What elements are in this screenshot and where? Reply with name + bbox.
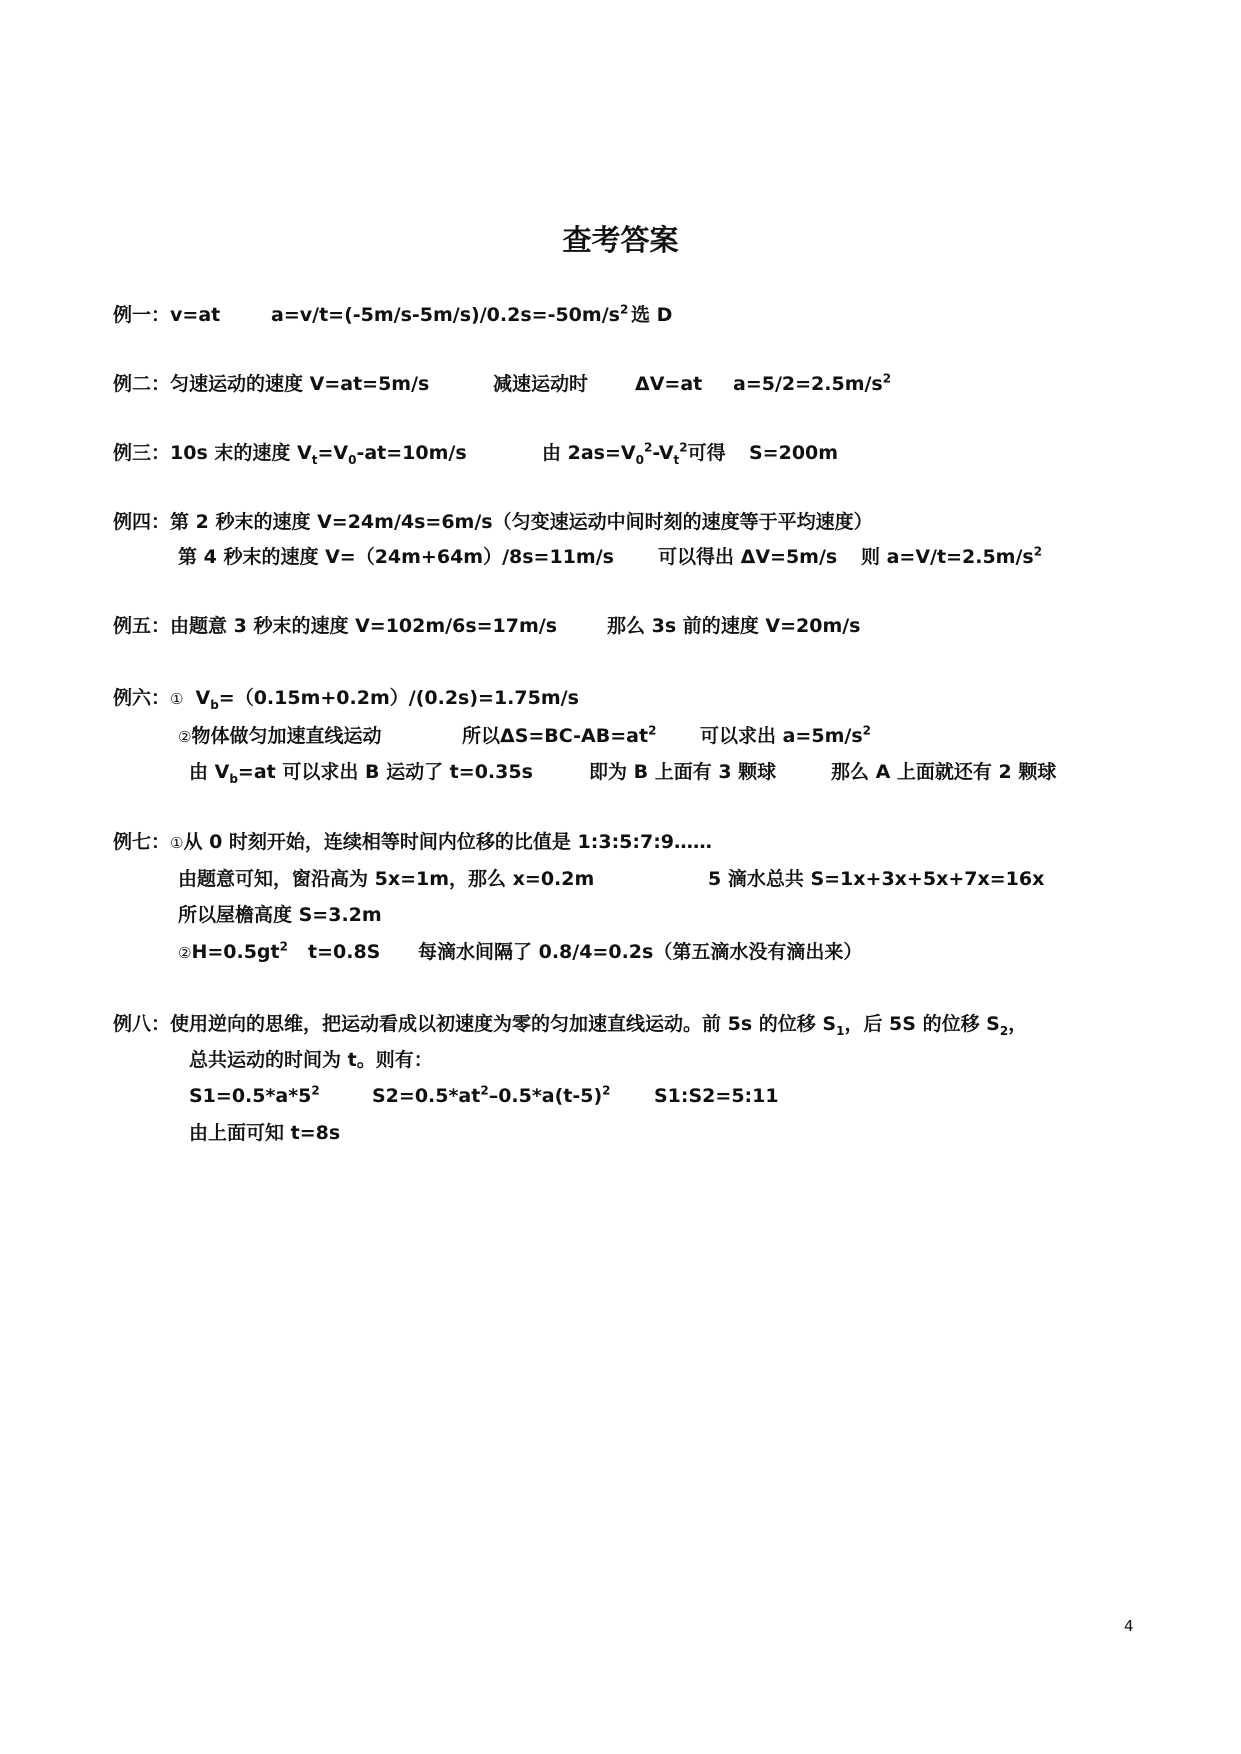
circled-one-mark: ①: [170, 690, 184, 708]
example-6-line-1: [113, 686, 579, 711]
example-6-text-1: $V_b=(0.15m+0.2m)/(0.2s)=1.75m/s$: [195, 687, 579, 712]
example-2-text-2: 减速运动时: [493, 373, 589, 395]
example-7-line-2: [178, 867, 1045, 891]
example-4-line-2: [178, 544, 1043, 569]
example-6-text-4: 可以求出 $a=5m/s^2$: [700, 723, 871, 747]
example-1: [113, 302, 673, 327]
example-6-line-3: [189, 760, 1057, 786]
example-6-text-6: 即为 B 上面有 3 颗球: [589, 761, 777, 783]
page-title: 查考答案: [562, 223, 679, 257]
example-7-line-4: [178, 939, 863, 965]
example-8-line-3: [189, 1083, 779, 1108]
example-4-text-2: 第 4 秒末的速度 V=（24m+64m）/8s=11m/s: [178, 546, 614, 568]
example-5-text-1: 由题意 3 秒末的速度 V=102m/6s=17m/s: [170, 615, 558, 637]
example-3-text-1: 10s 末的速度 $V_t=V_0-at=10m/s$: [170, 442, 467, 467]
example-5-label: 例五：: [113, 615, 171, 637]
example-1-label: 例一：: [113, 304, 171, 326]
example-7-text-6: t=0.8S: [308, 941, 381, 963]
circled-two-mark: ②: [178, 944, 192, 962]
example-3-label: 例三：: [113, 442, 171, 464]
example-1-formula-1: v=at: [170, 304, 221, 326]
example-7-label: 例七：: [113, 831, 171, 853]
example-7-text-3: 5 滴水总共 S=1x+3x+5x+7x=16x: [708, 868, 1045, 890]
example-2: [113, 371, 892, 396]
example-6-text-2: 物体做匀加速直线运动: [191, 725, 382, 747]
example-4-text-3: 可以得出 ΔV=5m/s: [658, 546, 838, 568]
example-3: [113, 440, 839, 467]
example-8-text-6: 由上面可知 t=8s: [189, 1122, 341, 1144]
example-2-label: 例二：: [113, 373, 171, 395]
example-4-text-1: 第 2 秒末的速度 V=24m/4s=6m/s（匀变速运动中间时刻的速度等于平均速度）: [170, 511, 873, 533]
example-8-text-3: $S1=0.5*a*5^2$: [189, 1083, 320, 1107]
example-8-text-4: $S2=0.5*at^2-0.5*a(t-5)^2$: [372, 1083, 611, 1107]
example-2-formula-1: ΔV=at: [635, 373, 703, 395]
example-3-text-2: 由 $2as=V_0^2-V_t^2$可得: [542, 440, 726, 467]
example-1-formula-2: $a=v/t=(-5m/s-5m/s)/0.2s=-50m/s^2$: [271, 302, 629, 326]
example-1-answer: 选 D: [631, 304, 673, 326]
example-8-line-1: [113, 1012, 1027, 1036]
example-4-label: 例四：: [113, 511, 171, 533]
example-7-text-2: 由题意可知，窗沿高为 5x=1m，那么 x=0.2m: [178, 868, 595, 890]
circled-two-mark: ②: [178, 728, 192, 746]
example-2-text-1: 匀速运动的速度 V=at=5m/s: [170, 373, 430, 395]
example-7-text-7: 每滴水间隔了 0.8/4=0.2s（第五滴水没有滴出来）: [418, 941, 863, 963]
example-6-line-2: [178, 723, 871, 749]
example-7-line-3: [178, 903, 382, 927]
example-8-text-1: 使用逆向的思维，把运动看成以初速度为零的匀加速直线运动。前 5s 的位移 $S_1$，后 5S 的位移 $S_2$，: [170, 1013, 1028, 1038]
example-6-text-5: 由 $V_b=at$ 可以求出 B 运动了 t=0.35s: [189, 761, 533, 786]
example-8-label: 例八：: [113, 1013, 171, 1035]
example-8-text-2: 总共运动的时间为 t。则有：: [189, 1049, 433, 1071]
page-number: 4: [1124, 1617, 1134, 1635]
example-4-text-4: 则 $a=V/t=2.5m/s^2$: [861, 544, 1043, 568]
example-2-formula-2: $a=5/2=2.5m/s^2$: [733, 371, 892, 395]
example-7-text-4: 所以屋檐高度 S=3.2m: [178, 904, 382, 926]
example-3-answer: S=200m: [749, 442, 839, 464]
example-8-line-4: [189, 1121, 340, 1145]
example-5-text-2: 那么 3s 前的速度 V=20m/s: [607, 615, 861, 637]
example-5: [113, 614, 861, 638]
example-6-text-3: 所以$\Delta S=BC-AB=at^2$: [462, 723, 657, 747]
example-7-text-1: 从 0 时刻开始，连续相等时间内位移的比值是 1:3:5:7:9……: [183, 831, 713, 853]
example-7-text-5: $H=0.5gt^2$: [191, 939, 288, 963]
example-6-text-7: 那么 A 上面就还有 2 颗球: [831, 761, 1057, 783]
example-7-line-1: [113, 830, 712, 855]
circled-one-mark: ①: [170, 834, 184, 852]
example-6-label: 例六：: [113, 687, 171, 709]
example-8-line-2: [189, 1048, 433, 1072]
example-8-text-5: S1:S2=5:11: [654, 1085, 779, 1107]
example-4-line-1: [113, 510, 873, 534]
